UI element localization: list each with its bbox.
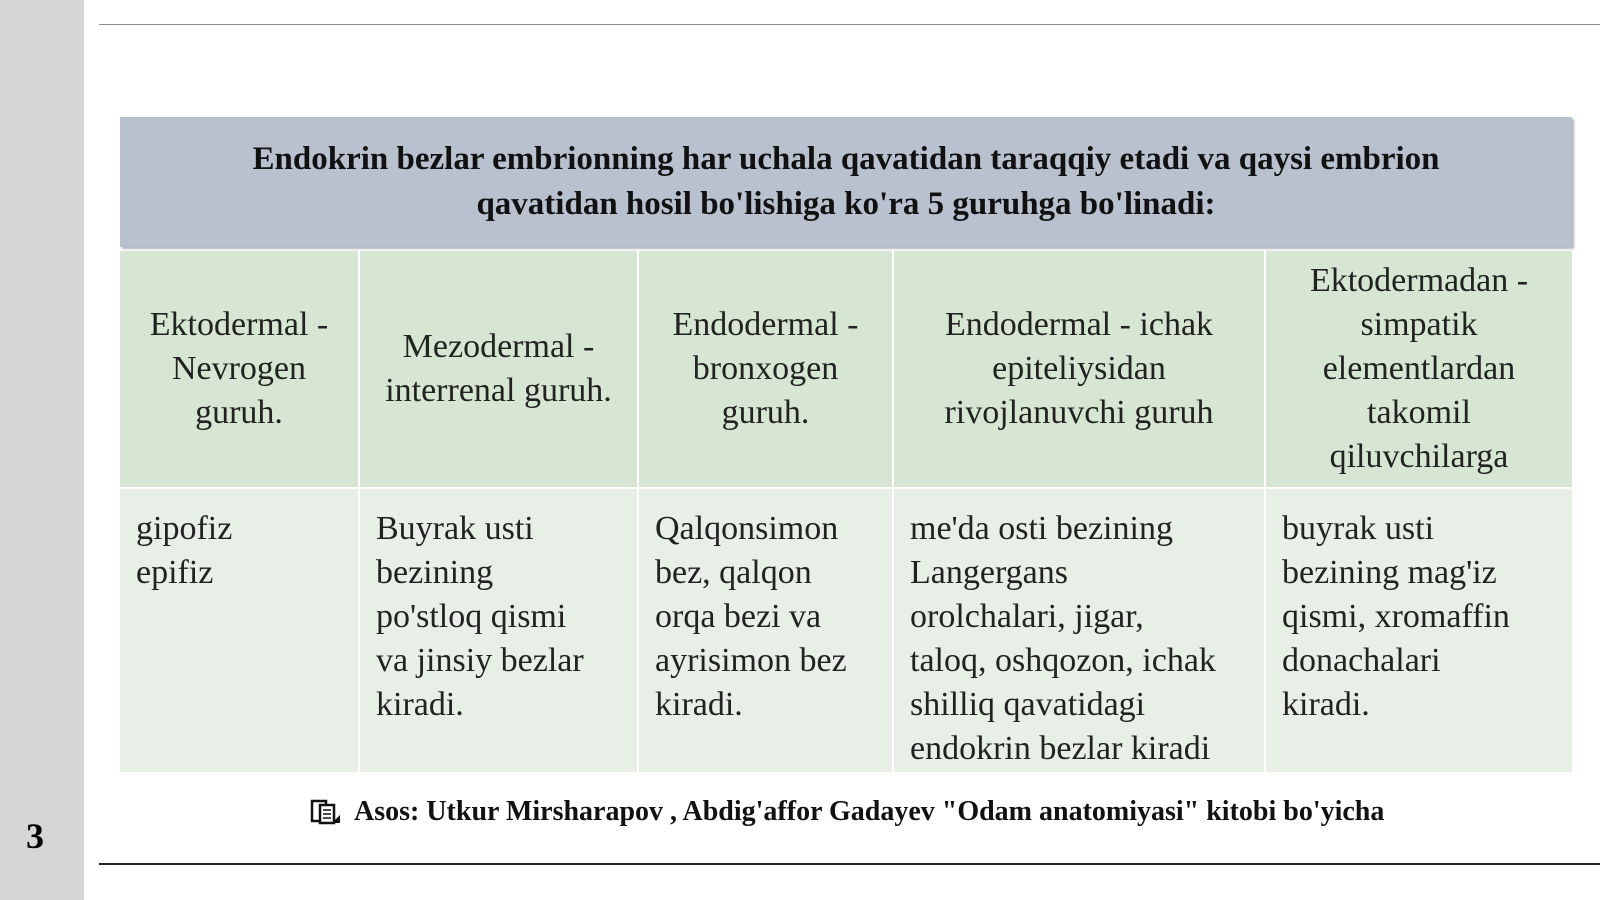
cell-line: Qalqonsimon	[655, 510, 839, 547]
header-line: guruh.	[195, 394, 283, 431]
title-line-1: Endokrin bezlar embrionning har uchala qavatidan taraqqiy etadi va qaysi embrion	[252, 141, 1440, 177]
header-line: bronxogen	[692, 350, 839, 387]
cell-line: gipofiz	[136, 510, 233, 547]
header-line: Ektodermadan -	[1309, 262, 1529, 299]
cell-line: donachalari	[1282, 642, 1441, 679]
header-line: Endodermal -	[672, 306, 859, 343]
cell-line: Langergans	[910, 554, 1068, 591]
header-line: Endodermal - ichak	[944, 306, 1214, 343]
body-cell-endodermal-bronchogenic	[637, 487, 892, 772]
embryo-groups-table	[120, 251, 1572, 772]
cell-line: endokrin bezlar kiradi	[910, 730, 1211, 767]
cell-line: bez, qalqon	[655, 554, 812, 591]
book-icon	[310, 798, 342, 826]
cell-line: buyrak usti	[1282, 510, 1435, 547]
header-line: Mezodermal -	[402, 328, 595, 365]
slide-sidebar	[0, 0, 84, 900]
source-text: Asos: Utkur Mirsharapov , Abdig'affor Gadayev "Odam anatomiyasi" kitobi bo'yicha	[354, 796, 1385, 827]
title-banner	[120, 117, 1572, 247]
body-cell-ectoderm-sympathetic	[1264, 487, 1572, 772]
header-cell-ectoderm-sympathetic	[1264, 251, 1572, 487]
source-citation	[310, 796, 1384, 828]
slide-title	[253, 137, 1440, 227]
header-line: takomil	[1367, 394, 1471, 431]
header-cell-endodermal-intestinal	[892, 251, 1264, 487]
header-line: interrenal guruh.	[385, 372, 612, 409]
top-divider	[99, 24, 1600, 25]
header-line: qiluvchilarga	[1329, 438, 1509, 475]
header-line: elementlardan	[1322, 350, 1516, 387]
cell-line: kiradi.	[655, 686, 743, 723]
cell-line: shilliq qavatidagi	[910, 686, 1146, 723]
cell-line: ayrisimon bez	[655, 642, 847, 679]
header-cell-endodermal-bronchogenic	[637, 251, 892, 487]
header-line: epiteliysidan	[992, 350, 1166, 387]
page-number: 3	[26, 816, 44, 856]
header-line: Ektodermal -	[149, 306, 329, 343]
cell-line: kiradi.	[376, 686, 464, 723]
header-line: simpatik	[1360, 306, 1478, 343]
cell-line: taloq, oshqozon, ichak	[910, 642, 1216, 679]
cell-line: orolchalari, jigar,	[910, 598, 1144, 635]
header-line: rivojlanuvchi guruh	[944, 394, 1214, 431]
header-cell-mesodermal	[358, 251, 637, 487]
body-cell-mesodermal	[358, 487, 637, 772]
header-cell-ectodermal	[120, 251, 358, 487]
cell-line: kiradi.	[1282, 686, 1370, 723]
cell-line: bezining	[376, 554, 494, 591]
body-cell-endodermal-intestinal	[892, 487, 1264, 772]
header-line: Nevrogen	[171, 350, 307, 387]
header-line: guruh.	[721, 394, 810, 431]
title-line-2: qavatidan hosil bo'lishiga ko'ra 5 guruhga bo'linadi:	[476, 186, 1216, 222]
cell-line: po'stloq qismi	[376, 598, 567, 635]
cell-line: me'da osti bezining	[910, 510, 1173, 547]
bottom-divider	[99, 863, 1600, 865]
cell-line: orqa bezi va	[655, 598, 822, 635]
cell-line: Buyrak usti	[376, 510, 534, 547]
cell-line: epifiz	[136, 554, 214, 591]
cell-line: va jinsiy bezlar	[376, 642, 584, 679]
cell-line: qismi, xromaffin	[1282, 598, 1510, 635]
body-cell-ectodermal	[120, 487, 358, 772]
cell-line: bezining mag'iz	[1282, 554, 1497, 591]
